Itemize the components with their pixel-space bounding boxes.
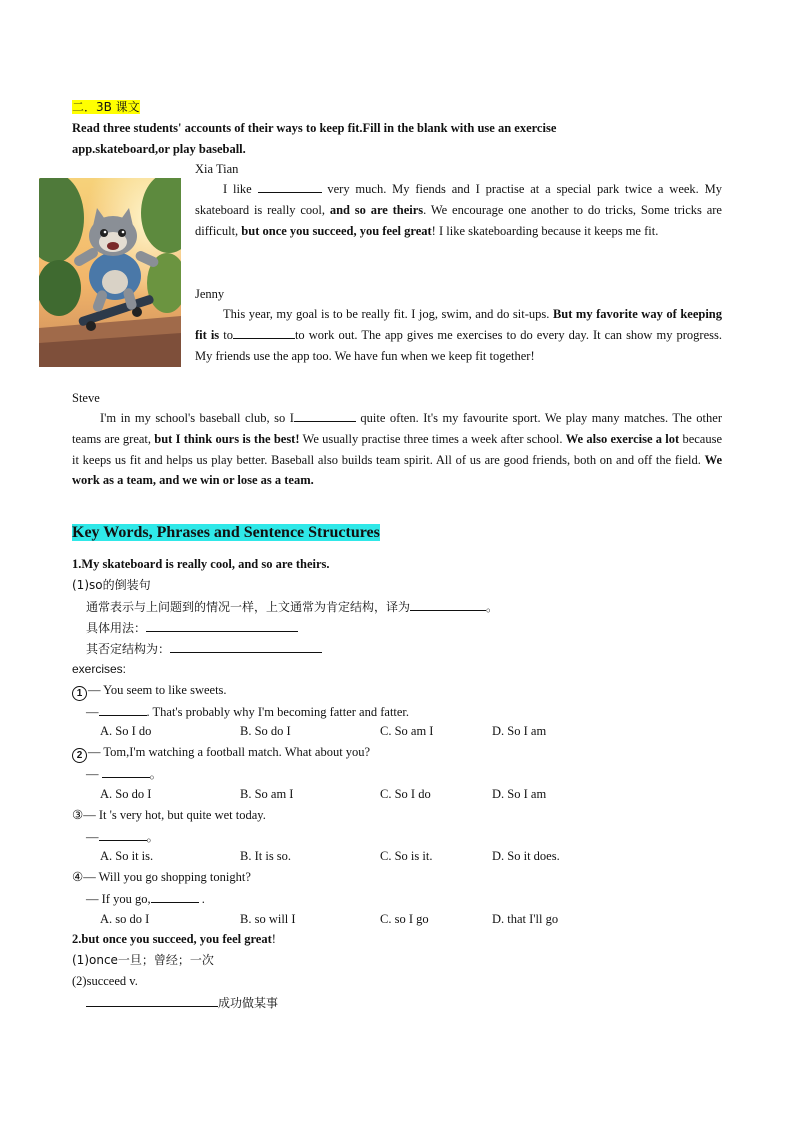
blank-translation[interactable] (410, 598, 486, 611)
q3-reply: — 。 (86, 830, 160, 844)
section-label: 二．3B 课文 (72, 100, 140, 114)
blank-q1[interactable] (99, 703, 147, 716)
q3-option-d[interactable]: D. So it does. (492, 849, 560, 863)
q1-option-b[interactable]: B. So do I (240, 724, 291, 738)
q3-option-c[interactable]: C. So is it. (380, 849, 433, 863)
q2-option-b[interactable]: B. So am I (240, 787, 294, 801)
blank-jenny[interactable] (233, 326, 295, 339)
xia-tian-paragraph: I like very much. My fiends and I practise at a special park twice a week. My skateboard is really cool, and so are theirs. We encourage one another to do tricks, Some tricks are difficult, but once you succeed, you feel great! I like skateboarding because it keeps me fit. (195, 182, 722, 238)
blank-q2[interactable] (102, 765, 150, 778)
q2-option-d[interactable]: D. So I am (492, 787, 547, 801)
blank-xia-tian[interactable] (258, 180, 322, 193)
q2-reply: — 。 (86, 767, 163, 781)
steve-paragraph: I'm in my school's baseball club, so I quite often. It's my favourite sport. We play many matches. The other teams are great, but I think ours is the best! We usually practise three times a week after school. We also exercise a lot because it keeps us fit and helps us play better. Baseball also builds team spirit. All of us are good friends, both on and off the field. We work as a team, and we win or lose as a team. (72, 411, 722, 488)
item1-usage: 具体用法： (86, 619, 298, 636)
q2-prompt: 2 — Tom,I'm watching a football match. What about you? (72, 744, 370, 763)
blank-steve[interactable] (294, 409, 356, 422)
instructions-line-2: app.skateboard,or play baseball. (72, 142, 246, 156)
item2-sub2: (2)succeed v. (72, 974, 138, 988)
key-section-heading: Key Words, Phrases and Sentence Structures (72, 524, 380, 541)
blank-succeed[interactable] (86, 994, 218, 1007)
q1-prompt: 1 — You seem to like sweets. (72, 682, 227, 701)
q4-option-d[interactable]: D. that I'll go (492, 912, 559, 926)
item1-title: 1.My skateboard is really cool, and so are theirs. (72, 557, 330, 571)
item1-sub1: (1)so的倒装句 (72, 578, 151, 592)
item2-title: 2.but once you succeed, you feel great! (72, 932, 276, 946)
steve-name: Steve (72, 391, 100, 405)
blank-usage[interactable] (146, 619, 298, 632)
exercises-label: exercises: (72, 662, 127, 676)
q4-option-b[interactable]: B. so will I (240, 912, 296, 926)
blank-q3[interactable] (99, 828, 147, 841)
q1-reply: — . That's probably why I'm becoming fatter and fatter. (86, 705, 410, 719)
q4-option-c[interactable]: C. so I go (380, 912, 429, 926)
q2-number-badge: 2 (72, 748, 87, 763)
cat-skateboard-illustration (39, 178, 181, 367)
item2-phrase: 成功做某事 (86, 994, 278, 1011)
instructions-line-1: Read three students' accounts of their ways to keep fit.Fill in the blank with use an exercise (72, 121, 557, 135)
jenny-paragraph: This year, my goal is to be really fit. I jog, swim, and do sit-ups. But my favorite way of keeping fit is to to work out. The app gives me exercises to do every day. It can show my progress. My friends use the app too. We have fun when we keep fit together! (195, 307, 722, 363)
q3-option-b[interactable]: B. It is so. (240, 849, 292, 863)
item2-sub1: (1)once一旦；曾经；一次 (72, 953, 214, 967)
q2-option-c[interactable]: C. So I do (380, 787, 431, 801)
q1-option-c[interactable]: C. So am I (380, 724, 434, 738)
q4-reply: — If you go, . (86, 892, 205, 906)
xia-tian-name: Xia Tian (195, 162, 239, 176)
q4-prompt: ④— Will you go shopping tonight? (72, 870, 251, 884)
q3-prompt: ③— It 's very hot, but quite wet today. (72, 808, 266, 822)
q3-option-a[interactable]: A. So it is. (100, 849, 154, 863)
q4-option-a[interactable]: A. so do I (100, 912, 150, 926)
q1-option-d[interactable]: D. So I am (492, 724, 547, 738)
q1-number-badge: 1 (72, 686, 87, 701)
item1-desc: 通常表示与上问题到的情况一样，上文通常为肯定结构，译为 。 (86, 600, 499, 614)
jenny-name: Jenny (195, 287, 225, 301)
blank-negative[interactable] (170, 640, 322, 653)
item1-negative: 其否定结构为： (86, 640, 322, 657)
q1-option-a[interactable]: A. So I do (100, 724, 152, 738)
q2-option-a[interactable]: A. So do I (100, 787, 152, 801)
blank-q4[interactable] (151, 890, 199, 903)
